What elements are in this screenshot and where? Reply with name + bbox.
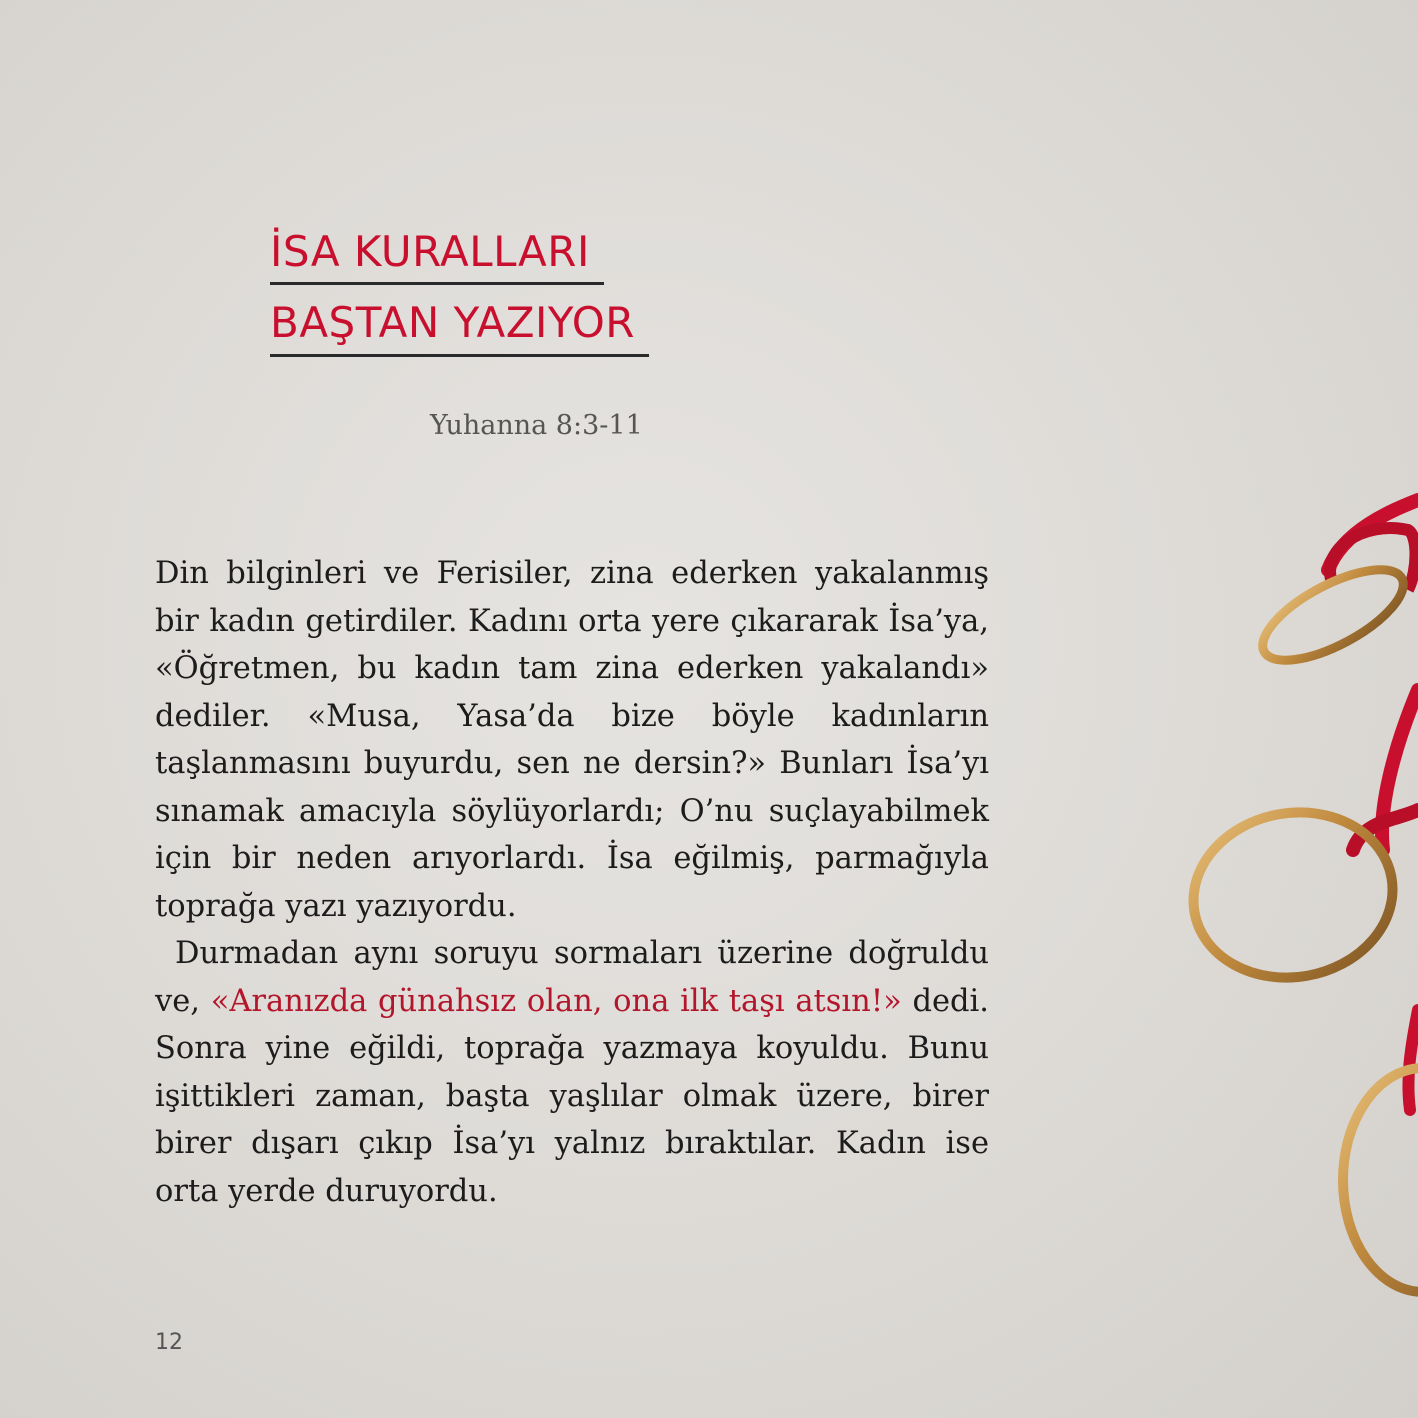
paragraph-2-after: dedi. Sonra yine eğildi, toprağa yazmaya koyuldu. Bunu işittikleri zaman, başta yaşlılar olmak üzere, birer birer dışarı çıkıp İsa’yı yalnız bıraktılar. Kadın ise orta yerde duruyordu. [155,983,990,1209]
scripture-reference: Yuhanna 8:3-11 [430,410,643,441]
page-title-line-1: İSA KURALLARI [270,228,604,285]
title-block [270,228,649,357]
body-text [155,550,989,1215]
paragraph-2-before: Durmadan aynı soruyu sormaları üzerine doğruldu ve, [155,936,989,1019]
paragraph-2 [155,930,989,1215]
gold-rings-image [1178,490,1418,1320]
highlighted-quote: «Aranızda günahsız olan, ona ilk taşı atsın!» [210,983,902,1019]
paragraph-1: Din bilginleri ve Ferisiler, zina ederken yakalanmış bir kadın getirdiler. Kadını orta yere çıkararak İsa’ya, «Öğretmen, bu kadın tam zina ederken yakalandı» dediler. «Musa, Yasa’da bize böyle kadınların taşlanmasını buyurdu, sen ne dersin?» Bunları İsa’yı sınamak amacıyla söylüyorlardı; O’nu suçlayabilmek için bir neden arıyorlardı. İsa eğilmiş, parmağıyla toprağa yazı yazıyordu. [155,556,989,924]
red-ribbon-lower [1408,1010,1418,1110]
page-title-line-2: BAŞTAN YAZIYOR [270,299,649,356]
page-number: 12 [155,1330,183,1355]
